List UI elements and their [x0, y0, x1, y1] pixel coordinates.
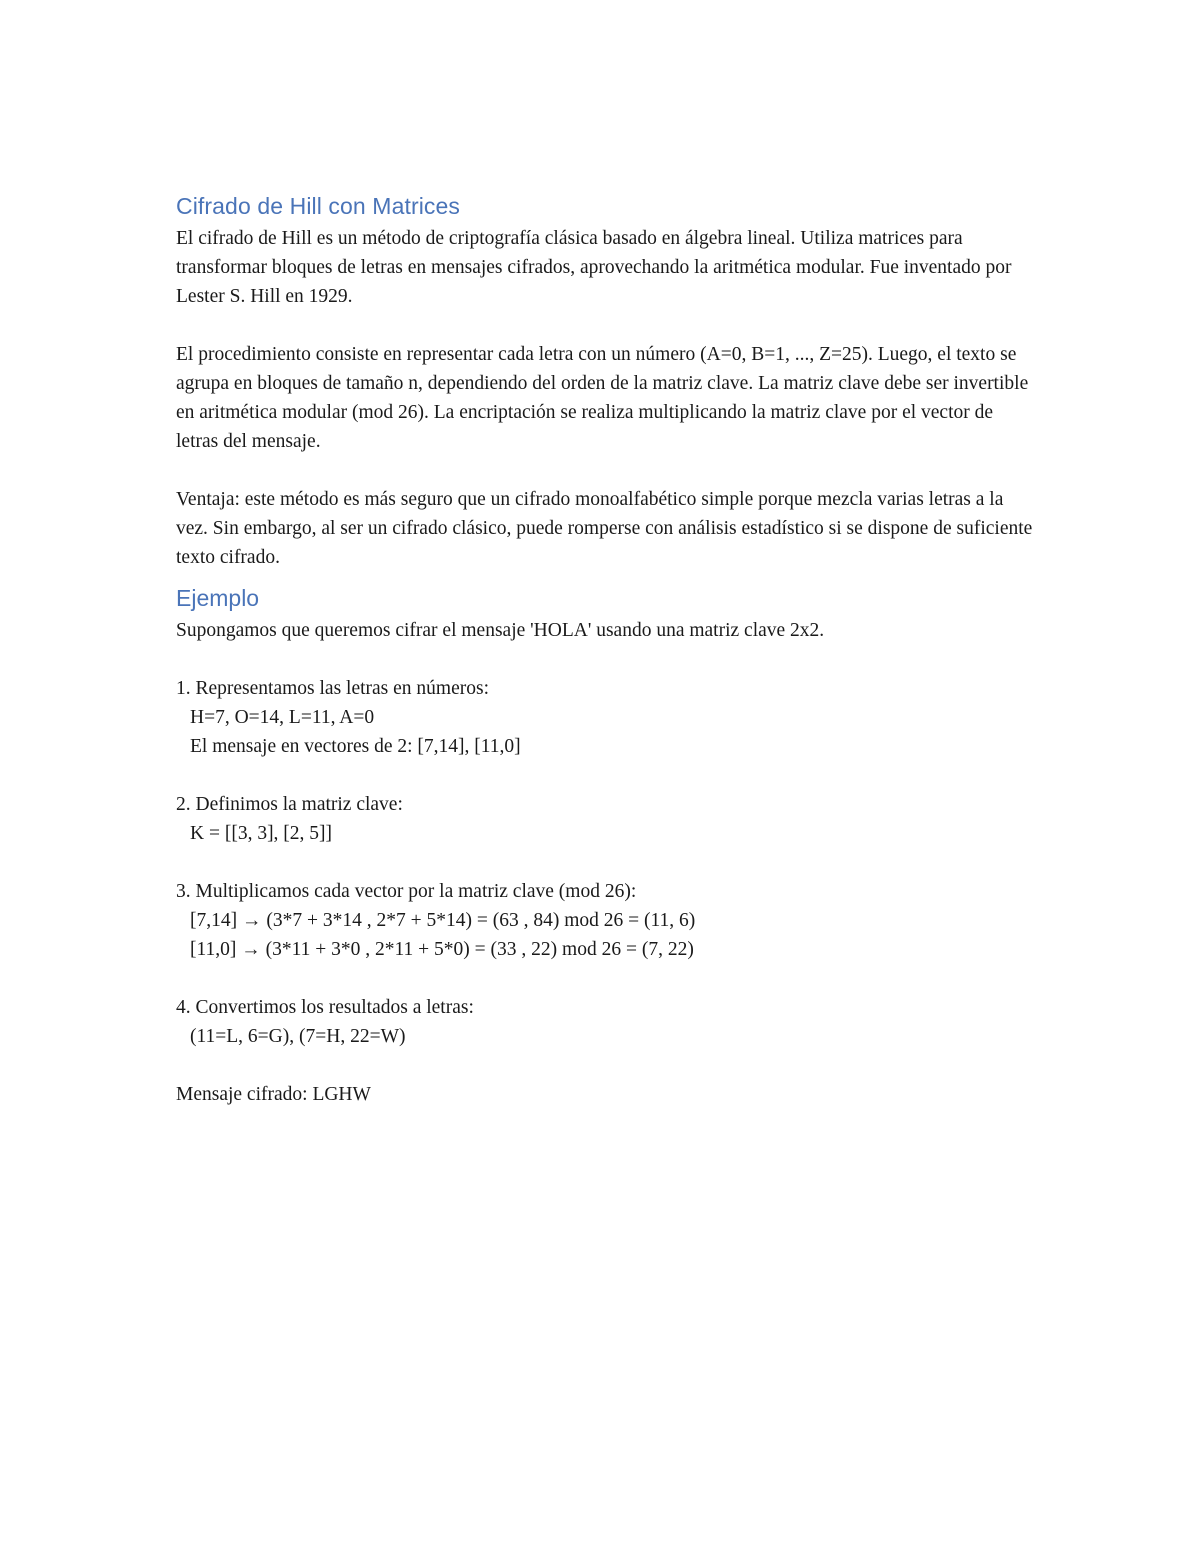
intro-paragraph-3: Ventaja: este método es más seguro que un cifrado monoalfabético simple porque mezcla varias letras a la vez. Sin embargo, al ser un cifrado clásico, puede romperse con análisis estadístico si se dispone de suficiente texto cifrado.: [176, 489, 1033, 568]
example-intro: Supongamos que queremos cifrar el mensaje 'HOLA' usando una matriz clave 2x2.: [176, 620, 825, 641]
document-title: Cifrado de Hill con Matrices: [176, 193, 461, 219]
spacer: [176, 456, 1036, 485]
example-heading: Ejemplo: [176, 585, 260, 611]
step-2-line-1: K = [[3, 3], [2, 5]]: [190, 823, 333, 844]
step-1-line-2: El mensaje en vectores de 2: [7,14], [11,0]: [190, 736, 521, 757]
spacer: [176, 848, 1036, 877]
step-3-title: 3. Multiplicamos cada vector por la matriz clave (mod 26):: [176, 881, 637, 902]
step-4-line-1: (11=L, 6=G), (7=H, 22=W): [190, 1026, 406, 1047]
intro-paragraph-2: El procedimiento consiste en representar cada letra con un número (A=0, B=1, ..., Z=25). Luego, el texto se agrupa en bloques de tamaño n, dependiendo del orden de la matriz clave. La matriz clave debe ser invertible en aritmética modular (mod 26). La encriptación se realiza multiplicando la matriz clave por el vector de letras del mensaje.: [176, 344, 1029, 452]
spacer: [176, 964, 1036, 993]
step-1-line-1: H=7, O=14, L=11, A=0: [190, 707, 375, 728]
spacer: [176, 1051, 1036, 1080]
step-3: [176, 877, 1036, 964]
step-4: [176, 993, 1036, 1051]
spacer: [176, 645, 1036, 674]
encrypted-result: Mensaje cifrado: LGHW: [176, 1084, 371, 1105]
step-3-line-1: [7,14] → (3*7 + 3*14 , 2*7 + 5*14) = (63 , 84) mod 26 = (11, 6): [190, 910, 696, 931]
intro-paragraph-1: El cifrado de Hill es un método de criptografía clásica basado en álgebra lineal. Utiliza matrices para transformar bloques de letras en mensajes cifrados, aprovechando la aritmética modular. Fue inventado por Lester S. Hill en 1929.: [176, 228, 1012, 307]
step-1: [176, 674, 1036, 761]
spacer: [176, 761, 1036, 790]
step-1-title: 1. Representamos las letras en números:: [176, 678, 489, 699]
step-2-title: 2. Definimos la matriz clave:: [176, 794, 403, 815]
document-body: [176, 188, 1036, 1109]
step-4-title: 4. Convertimos los resultados a letras:: [176, 997, 474, 1018]
step-3-line-2: [11,0] → (3*11 + 3*0 , 2*11 + 5*0) = (33 , 22) mod 26 = (7, 22): [190, 939, 694, 960]
step-2: [176, 790, 1036, 848]
spacer: [176, 311, 1036, 340]
